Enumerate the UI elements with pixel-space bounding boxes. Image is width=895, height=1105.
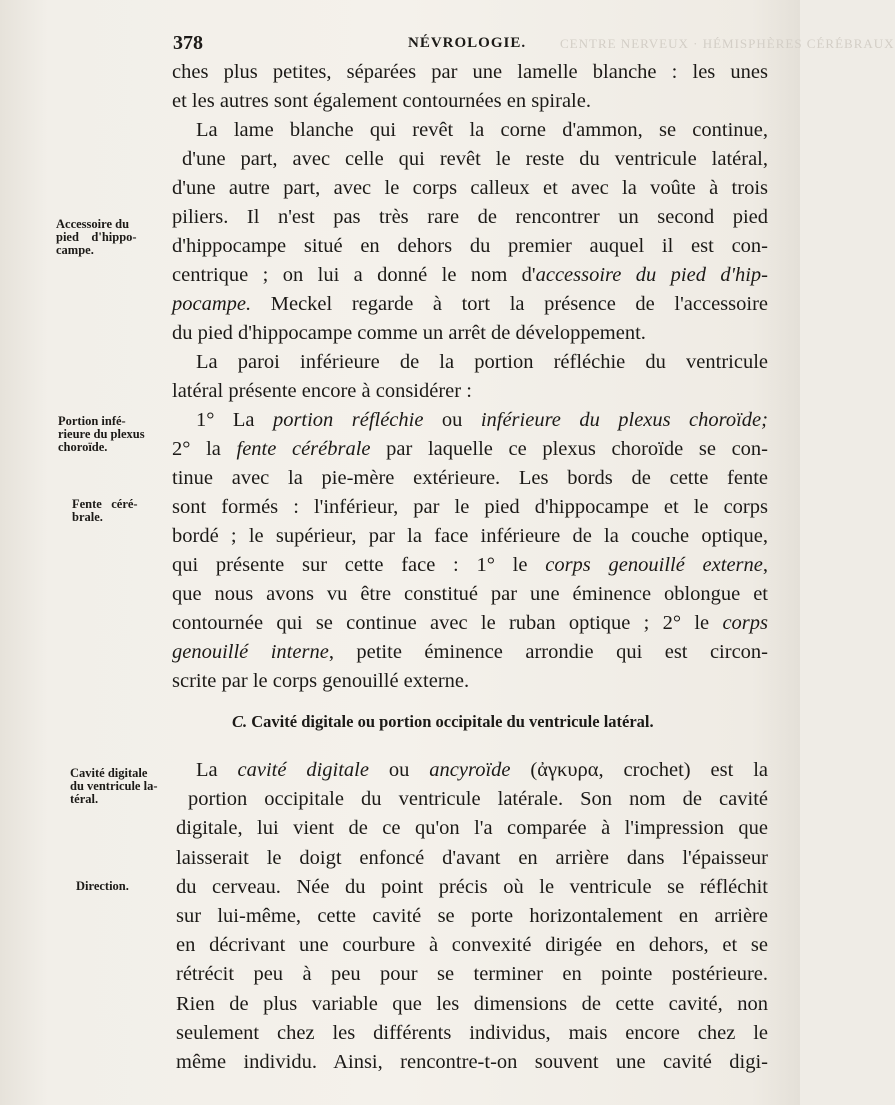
italic-term: ancyroïde [429,759,511,781]
text-span: même individu. Ainsi, rencontre-t-on souvent une cavité digi- [176,1050,768,1073]
italic-term: genouillé interne [172,641,329,663]
text-line [172,785,768,814]
text-line [172,638,768,667]
text-line [172,960,768,989]
text-span: , [762,554,768,576]
text-line [172,377,768,406]
text-span: et les autres sont également contournées en spirale. [172,90,591,112]
text-line [172,493,768,522]
text-line [172,145,768,174]
text-span: , petite éminence arrondie qui est circon- [328,641,768,663]
margin-note-line: Direction. [76,879,129,893]
text-line [172,990,768,1019]
body-text-section-2 [172,756,768,1077]
italic-term: pocampe. [172,293,252,315]
text-span: La lame blanche qui revêt la corne d'ammon, se continue, [196,119,768,141]
text-line [172,667,768,696]
subheading-text: Cavité digitale ou portion occipitale du ventricule latéral. [251,712,654,731]
text-span: piliers. Il n'est pas très rare de rencontrer un second pied [172,206,768,228]
page-header [173,32,763,56]
text-span: ou [423,409,481,431]
text-line [172,261,768,290]
text-span: d'hippocampe situé en dehors du premier auquel il est con- [172,235,768,257]
page-number: 378 [173,32,203,54]
text-span: d'une autre part, avec le corps calleux et avec la voûte à trois [172,177,768,199]
text-span: ou [368,759,430,781]
text-span: seulement chez les différents individus, mais encore chez le [176,1021,768,1044]
text-span: qui présente sur cette face : 1° le [172,554,546,576]
text-span: La [196,759,238,781]
margin-note-line: campe. [56,243,94,257]
margin-note-fente [72,498,172,524]
text-span: 2° la [172,438,237,460]
text-span: par laquelle ce plexus choroïde se con- [370,438,768,460]
text-line [172,116,768,145]
margin-note-line: brale. [72,510,103,524]
italic-term: cavité digitale [237,759,369,781]
text-span: latéral présente encore à considérer : [172,380,472,402]
text-line [172,348,768,377]
margin-note-cavite [70,767,170,806]
text-line [172,902,768,931]
text-span: en décrivant une courbure à convexité dirigée en dehors, et se [176,934,768,957]
text-span: bordé ; le supérieur, par la face inférieure de la couche optique, [172,525,768,547]
margin-note-line: du ventricule la- [70,779,158,793]
text-span: (ἀγκυρα, crochet) est la [510,759,768,781]
text-line [172,609,768,638]
text-span: centrique ; on lui a donné le nom d' [172,264,536,286]
running-head: NÉVROLOGIE. [408,35,527,51]
text-span: que nous avons vu être constitué par une éminence oblongue et [172,583,768,605]
text-span: laisserait le doigt enfoncé d'avant en arrière dans l'épaisseur [176,846,768,869]
body-text-section-1 [172,58,768,696]
text-line [172,435,768,464]
text-span: rétrécit peu à peu pour se terminer en pointe postérieure. [176,963,768,986]
text-line [172,551,768,580]
text-line [172,203,768,232]
text-span: du cerveau. Née du point précis où le ventricule se réfléchit [176,875,768,898]
text-line [172,232,768,261]
text-line [172,580,768,609]
text-span: Meckel regarde à tort la présence de l'accessoire [251,293,768,315]
text-line [172,1019,768,1048]
text-span: portion occipitale du ventricule latérale. Son nom de cavité [188,788,768,811]
text-line [172,319,768,348]
margin-note-portion [58,415,170,454]
italic-term: portion réfléchie [272,409,424,431]
text-line [172,1048,768,1077]
text-span: La paroi inférieure de la portion réfléchie du ventricule [196,351,768,373]
margin-note-line: Fente céré- [72,497,138,511]
text-span: d'une part, avec celle qui revêt le reste du ventricule latéral, [182,148,768,170]
margin-note-line: choroïde. [58,440,108,454]
text-line [172,87,768,116]
text-line [172,406,768,435]
margin-note-line: téral. [70,792,99,806]
bleed-through: CENTRE NERVEUX · HÉMISPHÈRES CÉRÉBRAUX [560,36,895,51]
text-span: contournée qui se continue avec le ruban optique ; 2° le [172,612,723,634]
italic-term: corps genouillé externe [545,554,763,576]
text-span: digitale, lui vient de ce qu'on l'a comparée à l'impression que [176,817,768,840]
italic-term: inférieure du plexus choroïde; [480,409,768,431]
margin-note-line: Portion infé- [58,414,126,428]
text-span: Rien de plus variable que les dimensions de cette cavité, non [176,992,768,1015]
text-line [172,290,768,319]
text-line [172,522,768,551]
margin-note-direction [76,880,166,893]
text-span: ches plus petites, séparées par une lamelle blanche : les unes [172,61,768,83]
margin-note-line: pied d'hippo- [56,230,137,244]
text-span: du pied d'hippocampe comme un arrêt de développement. [172,322,646,344]
text-line [172,931,768,960]
section-subheading [232,712,654,732]
text-line [172,873,768,902]
italic-term: fente cérébrale [236,438,371,460]
text-span: sur lui-même, cette cavité se porte horizontalement en arrière [176,904,768,927]
text-span: tinue avec la pie-mère extérieure. Les bords de cette fente [172,467,768,489]
text-line [172,464,768,493]
text-line [172,844,768,873]
text-span: sont formés : l'inférieur, par le pied d'hippocampe et le corps [172,496,768,518]
text-line [172,174,768,203]
subheading-letter: C. [232,712,248,731]
margin-note-accessoire [56,218,166,257]
text-span: scrite par le corps genouillé externe. [172,670,470,692]
margin-note-line: Accessoire du [56,217,130,231]
text-line [172,58,768,87]
italic-term: accessoire du pied d'hip- [535,264,768,286]
text-line [172,814,768,843]
margin-note-line: Cavité digitale [70,766,148,780]
text-line [172,756,768,785]
italic-term: corps [722,612,768,634]
text-span: 1° La [196,409,273,431]
margin-note-line: rieure du plexus [58,427,145,441]
